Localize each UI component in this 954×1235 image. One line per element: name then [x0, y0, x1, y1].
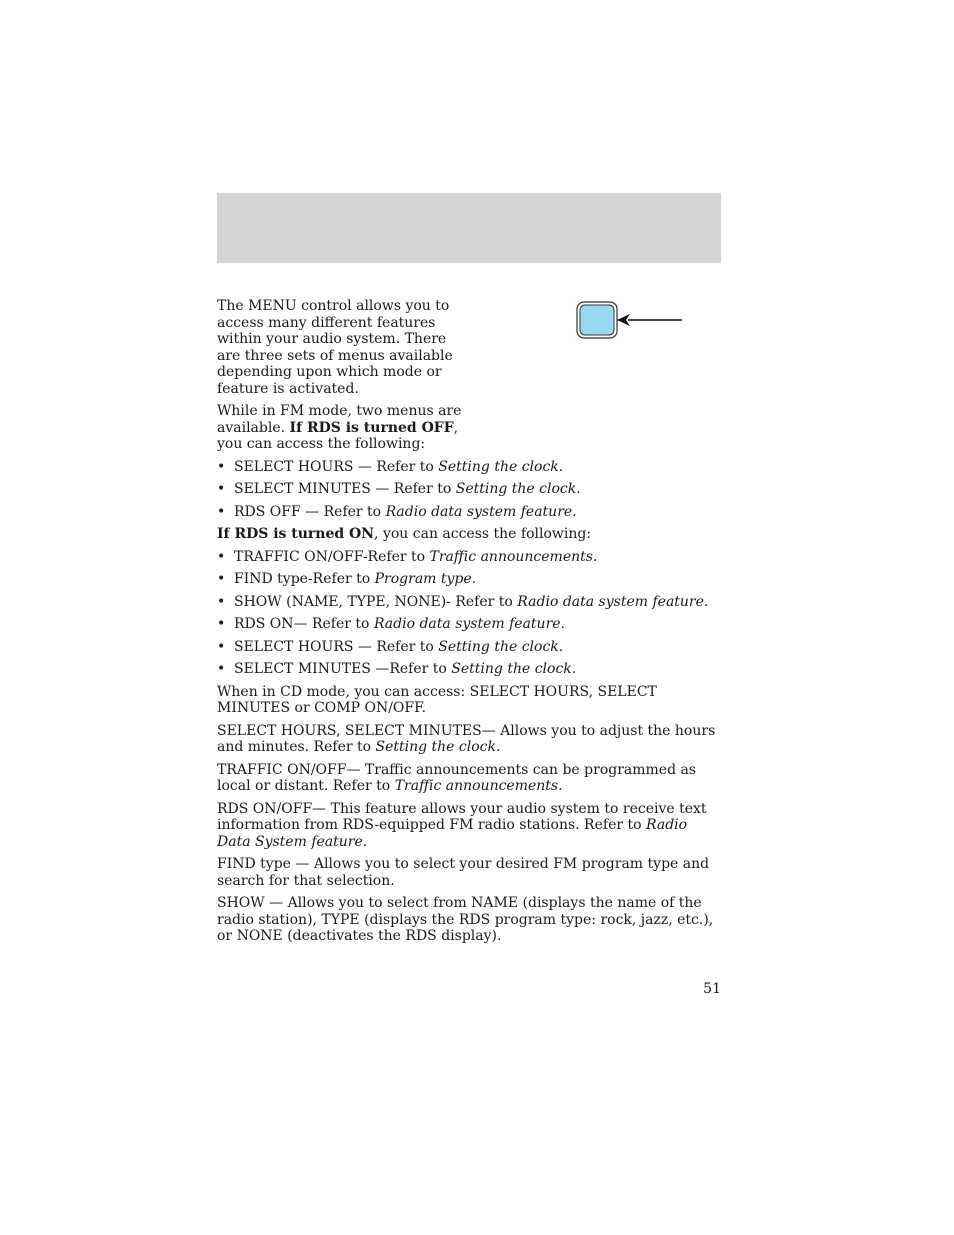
list-item	[217, 504, 721, 521]
bullet-icon: •	[217, 458, 226, 475]
rds-off-list	[217, 459, 721, 521]
list-item	[217, 571, 721, 588]
bullet-icon: •	[217, 616, 226, 632]
fm-mode-text: While in FM mode, two menus are available.	[217, 403, 462, 436]
list-item-text: SELECT MINUTES —Refer to	[234, 661, 452, 677]
intro-paragraph: The MENU control allows you to access many different features within your audio system. There are three sets of menus available depending upon which mode or feature is activated.	[217, 298, 453, 397]
list-item	[217, 481, 721, 498]
list-item	[217, 661, 721, 678]
main-content	[217, 298, 721, 951]
list-item-text: TRAFFIC ON/OFF-Refer to	[234, 548, 430, 565]
traffic-reference: Traffic announcements.	[394, 778, 563, 794]
list-item	[217, 639, 721, 656]
list-item-reference: Setting the clock.	[455, 481, 581, 497]
select-hours-reference: Setting the clock.	[375, 739, 501, 755]
fm-mode-text-end: , you can access the following:	[217, 419, 459, 452]
list-item-text: SHOW (NAME, TYPE, NONE)- Refer to	[234, 593, 518, 610]
list-item-reference: Setting the clock.	[451, 661, 577, 677]
bullet-icon: •	[217, 503, 226, 520]
page-number: 51	[703, 981, 721, 997]
traffic-paragraph	[217, 762, 721, 795]
list-item	[217, 549, 721, 566]
find-type-paragraph: FIND type — Allows you to select your desired FM program type and search for that selection.	[217, 856, 710, 889]
bullet-icon: •	[217, 661, 226, 677]
list-item-reference: Program type.	[374, 571, 477, 587]
rds-onoff-paragraph	[217, 801, 721, 851]
list-item-reference: Setting the clock.	[438, 458, 564, 475]
rds-off-emphasis: If RDS is turned OFF	[289, 419, 454, 436]
bullet-icon: •	[217, 638, 226, 655]
list-item-text: RDS OFF — Refer to	[234, 503, 386, 520]
section-header-band	[217, 193, 721, 263]
rds-on-heading-text: , you can access the following:	[374, 526, 592, 542]
select-hours-text: SELECT HOURS, SELECT MINUTES— Allows you to adjust the hours and minutes. Refer to	[217, 722, 716, 755]
select-hours-paragraph	[217, 723, 721, 756]
bullet-icon: •	[217, 548, 226, 565]
list-item-text: SELECT HOURS — Refer to	[234, 458, 439, 475]
list-item-reference: Setting the clock.	[438, 638, 564, 655]
bullet-icon: •	[217, 593, 226, 610]
rds-on-heading	[217, 526, 721, 543]
traffic-text: TRAFFIC ON/OFF— Traffic announcements can be programmed as local or distant. Refer to	[217, 761, 697, 794]
cd-mode-paragraph: When in CD mode, you can access: SELECT HOURS, SELECT MINUTES or COMP ON/OFF.	[217, 683, 657, 716]
list-item-text: SELECT HOURS — Refer to	[234, 638, 439, 655]
list-item-reference: Traffic announcements.	[429, 548, 598, 565]
list-item-text: RDS ON— Refer to	[234, 616, 374, 632]
rds-onoff-text: RDS ON/OFF— This feature allows your audio system to receive text information from RDS-equipped FM radio stations. Refer to	[217, 800, 707, 833]
list-item-text: FIND type-Refer to	[234, 571, 375, 587]
bullet-icon: •	[217, 571, 226, 587]
rds-onoff-reference: Radio Data System feature.	[217, 817, 688, 850]
show-paragraph: SHOW — Allows you to select from NAME (displays the name of the radio station), TYPE (displays the RDS program type: rock, jazz, etc.), or NONE (deactivates the RDS display).	[217, 895, 714, 944]
list-item-reference: Radio data system feature.	[517, 593, 709, 610]
list-item	[217, 459, 721, 476]
rds-on-emphasis: If RDS is turned ON	[217, 526, 375, 542]
list-item-text: SELECT MINUTES — Refer to	[234, 481, 456, 497]
list-item-reference: Radio data system feature.	[385, 503, 577, 520]
bullet-icon: •	[217, 481, 226, 497]
list-item	[217, 594, 721, 611]
rds-on-list	[217, 549, 721, 678]
list-item	[217, 616, 721, 633]
list-item-reference: Radio data system feature.	[373, 616, 565, 632]
fm-mode-paragraph	[217, 403, 472, 453]
